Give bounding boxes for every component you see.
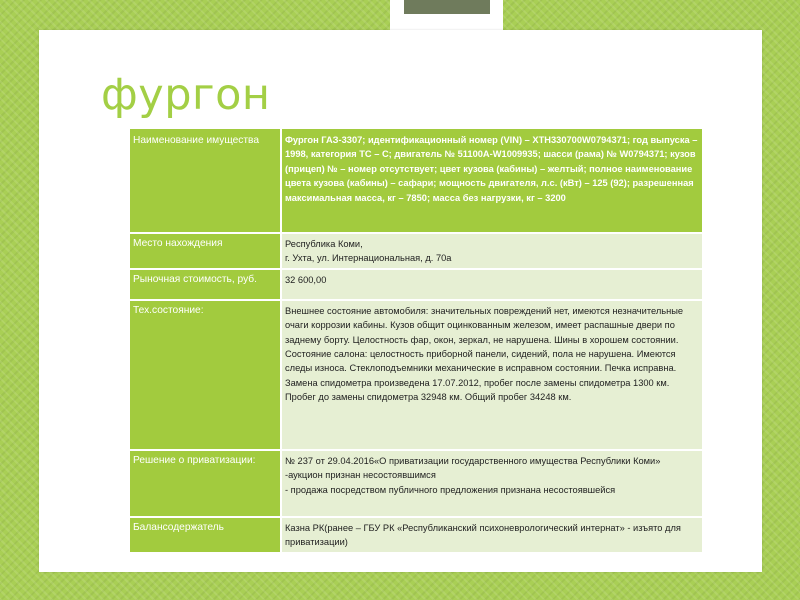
row-value-line: Фургон ГАЗ-3307; идентификационный номер (VIN) – XTH330700W0794371; год выпуска – 1998, категория ТС – С; двигатель № 51100А-W1009935; шасси (рама) № W0794371; кузов (прицеп) № – номер отсутствует; цвет кузова (кабины) – желтый; полное наименование цвета кузова (кабины) – сафари; мощность двигателя, л.с. (кВт) – 125 (92); разрешенная максимальная масса, кг – 7850; масса без нагрузки, кг – 3200 bbox=[285, 135, 698, 203]
table-row-location bbox=[130, 234, 702, 268]
row-value bbox=[282, 234, 702, 268]
row-label: Тех.состояние: bbox=[130, 301, 280, 449]
row-value-line: 32 600,00 bbox=[285, 274, 327, 285]
row-value bbox=[282, 518, 702, 552]
table-row-name bbox=[130, 129, 702, 232]
row-value bbox=[282, 270, 702, 299]
slide-title: фургон bbox=[101, 70, 271, 120]
row-value-line: Республика Коми, bbox=[285, 239, 363, 249]
table-row-market-value bbox=[130, 270, 702, 299]
row-value-line: Казна РК(ранее – ГБУ РК «Республиканский психоневрологический интернат» - изъято для приватизации) bbox=[285, 522, 681, 548]
decorative-top-tab-accent bbox=[404, 0, 490, 14]
row-value-line: - продажа посредством публичного предложения признана несостоявшейся bbox=[285, 484, 616, 495]
row-value bbox=[282, 129, 702, 232]
row-label: Наименование имущества bbox=[130, 129, 280, 232]
row-value-line: № 237 от 29.04.2016«О приватизации государственного имущества Республики Коми» bbox=[285, 455, 661, 466]
table-row-balance-holder bbox=[130, 518, 702, 552]
property-table bbox=[128, 127, 704, 554]
row-label: Решение о приватизации: bbox=[130, 451, 280, 516]
row-label: Балансодержатель bbox=[130, 518, 280, 552]
row-value-line: Внешнее состояние автомобиля: значительных повреждений нет, имеются незначительные очаги коррозии кабины. Кузов общит оцинкованным железом, имеет распашные двери по заднему борту. Целостность фар, окон, зеркал, не нарушена. Шины в хорошем состоянии. Состояние салона: целостность приборной панели, сидений, пола не нарушена. Имеются следы износа. Стеклоподъемники механические в исправном состоянии. Печка исправна. Замена спидометра произведена 17.07.2012, пробег после замены спидометра 1300 км. Пробег до замены спидометра 32948 км. Общий пробег 34248 км. bbox=[285, 305, 684, 403]
row-value-line: -аукцион признан несостоявшимся bbox=[285, 470, 436, 481]
row-value bbox=[282, 451, 702, 516]
row-label: Рыночная стоимость, руб. bbox=[130, 270, 280, 299]
table-row-privatization-decision bbox=[130, 451, 702, 516]
table-row-tech-condition bbox=[130, 301, 702, 449]
row-value-line: г. Ухта, ул. Интернациональная, д. 70а bbox=[285, 253, 452, 264]
row-value bbox=[282, 301, 702, 449]
row-label: Место нахождения bbox=[130, 234, 280, 268]
